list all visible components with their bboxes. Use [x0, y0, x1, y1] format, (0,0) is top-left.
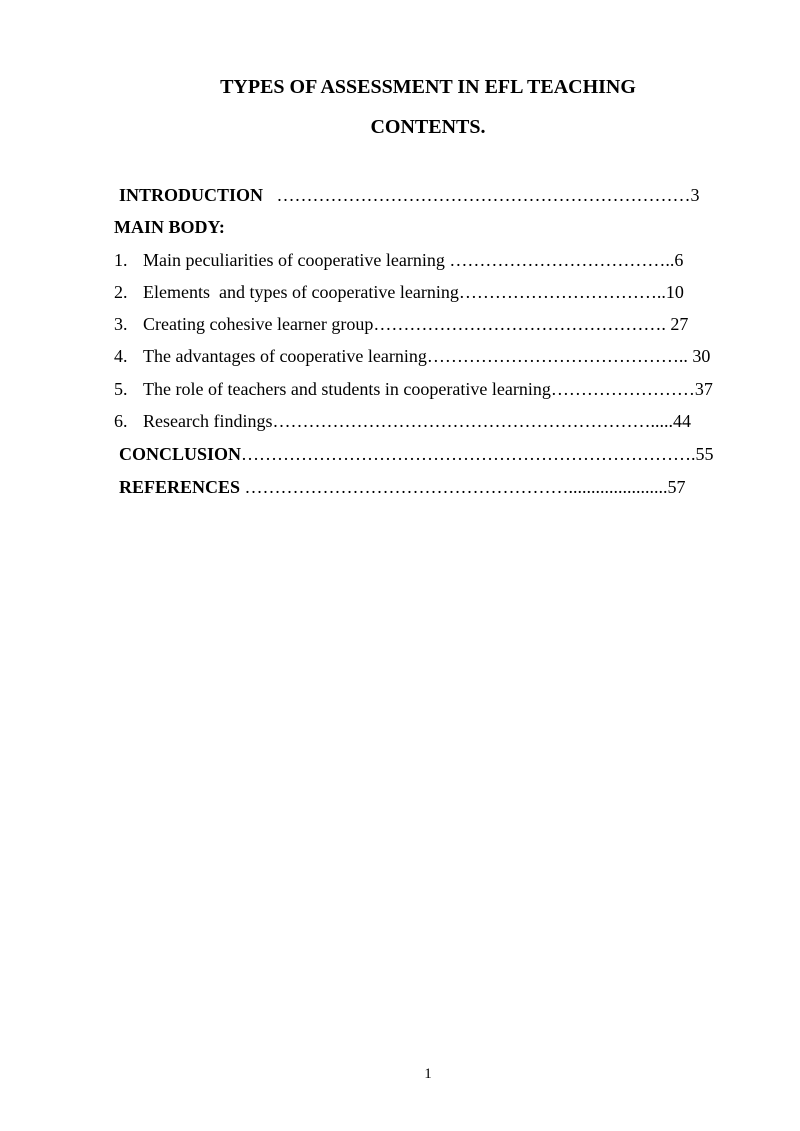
toc-item-text: Main peculiarities of cooperative learning ………………………………..6: [143, 250, 684, 270]
toc-item-text: Research findings……………………………………………………….....44: [143, 411, 691, 431]
toc-references-label: REFERENCES: [119, 477, 241, 497]
toc-item: [114, 410, 691, 432]
toc-item-number: 3.: [114, 314, 128, 334]
toc-introduction-leader: ……………………………………………………………3: [263, 185, 700, 205]
toc-item: [114, 249, 683, 271]
toc-conclusion-label: CONCLUSION: [119, 444, 242, 464]
toc-item: [114, 313, 688, 335]
toc-item: [114, 281, 684, 303]
toc-item-text: Creating cohesive learner group…………………………………………. 27: [143, 314, 689, 334]
toc-item: [114, 378, 713, 400]
toc-item-number: 5.: [114, 379, 128, 399]
toc-item-text: The advantages of cooperative learning…………………………………….. 30: [143, 346, 711, 366]
toc-references-leader: ………………………………………………......................57: [240, 477, 686, 497]
page-number: 1: [424, 1066, 432, 1082]
contents-heading: CONTENTS.: [370, 116, 486, 138]
toc-entry-references: [119, 476, 686, 498]
toc-item: [114, 345, 710, 367]
toc-item-text: The role of teachers and students in cooperative learning……………………37: [143, 379, 713, 399]
page-title: TYPES OF ASSESSMENT IN EFL TEACHING: [220, 76, 636, 98]
toc-item-number: 4.: [114, 346, 128, 366]
toc-conclusion-leader: ………………………………………………………………….55: [241, 444, 714, 464]
toc-introduction-label: INTRODUCTION: [119, 185, 264, 205]
toc-entry-introduction: [119, 184, 700, 206]
toc-item-number: 6.: [114, 411, 128, 431]
toc-item-number: 2.: [114, 282, 128, 302]
toc-entry-conclusion: [119, 443, 714, 465]
toc-main-body-heading: MAIN BODY:: [114, 217, 225, 237]
toc-item-number: 1.: [114, 250, 128, 270]
toc-item-text: Elements and types of cooperative learning……………………………..10: [143, 282, 684, 302]
